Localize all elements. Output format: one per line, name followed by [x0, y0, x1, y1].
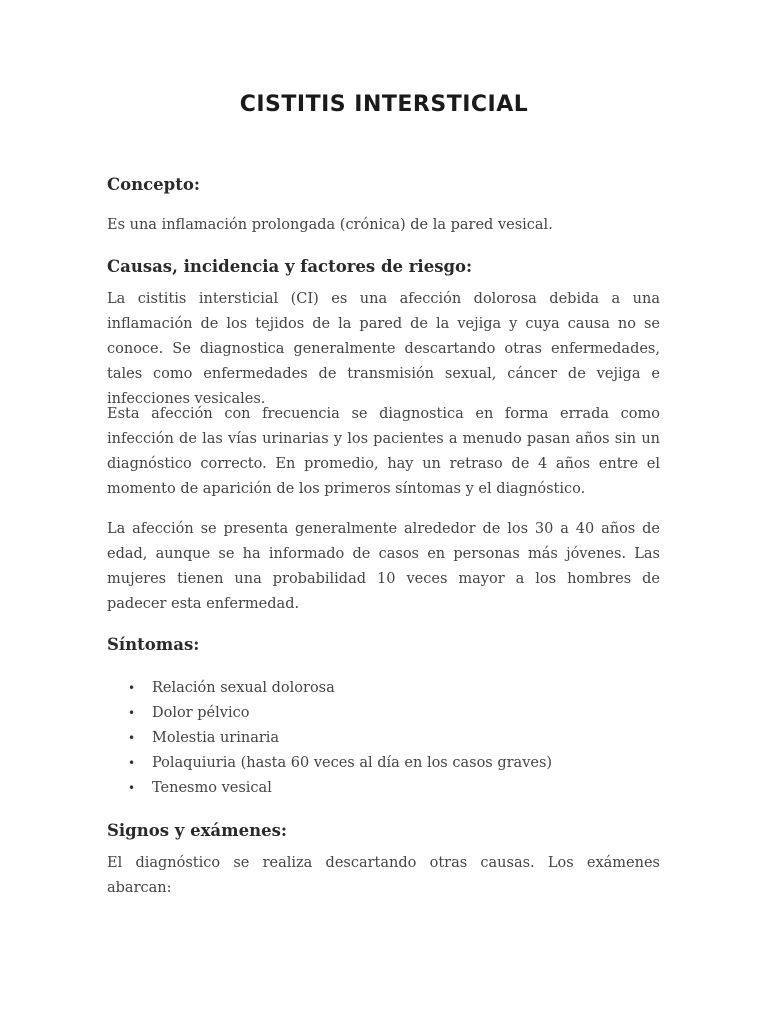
list-item: [107, 676, 660, 701]
signos-text: El diagnóstico se realiza descartando otras causas. Los exámenes abarcan:: [107, 855, 660, 896]
document-title: CISTITIS INTERSTICIAL: [239, 92, 529, 117]
heading-sintomas: Síntomas:: [107, 635, 200, 654]
list-item-text: Molestia urinaria: [152, 730, 280, 746]
list-item: [107, 701, 660, 726]
heading-concepto: Concepto:: [107, 175, 200, 194]
bullet-icon: •: [128, 781, 136, 795]
causas-paragraph-3: La afección se presenta generalmente alrededor de los 30 a 40 años de edad, aunque se ha informado de casos en personas más jóvenes. Las mujeres tienen una probabilidad 10 veces mayor a los hombres de padecer esta enfermedad.: [107, 521, 660, 612]
list-item: [107, 751, 660, 776]
bullet-icon: •: [128, 706, 136, 720]
causas-paragraph-2-block: [107, 402, 660, 502]
section-sintomas: [107, 634, 660, 656]
section-signos: [107, 820, 660, 842]
sintomas-list: [107, 676, 660, 801]
list-item: [107, 726, 660, 751]
bullet-icon: •: [128, 681, 136, 695]
concepto-text: Es una inflamación prolongada (crónica) de la pared vesical.: [107, 217, 553, 233]
heading-signos: Signos y exámenes:: [107, 821, 287, 840]
causas-paragraph-3-block: [107, 517, 660, 617]
section-concepto: [107, 174, 660, 196]
list-item-text: Tenesmo vesical: [152, 780, 272, 796]
sintomas-list-block: [107, 676, 660, 801]
section-concepto-body: [107, 213, 660, 238]
heading-causas: Causas, incidencia y factores de riesgo:: [107, 257, 473, 276]
causas-paragraph-2: Esta afección con frecuencia se diagnostica en forma errada como infección de las vías urinarias y los pacientes a menudo pasan años sin un diagnóstico correcto. En promedio, hay un retraso de 4 años entre el momento de aparición de los primeros síntomas y el diagnóstico.: [107, 406, 660, 497]
section-signos-body: [107, 851, 660, 901]
section-causas: [107, 256, 660, 278]
list-item-text: Relación sexual dolorosa: [152, 680, 335, 696]
causas-paragraph-1: La cistitis intersticial (CI) es una afección dolorosa debida a una inflamación de los tejidos de la pared de la vejiga y cuya causa no se conoce. Se diagnostica generalmente descartando otras enfermedades, tales como enfermedades de transmisión sexual, cáncer de vejiga e infecciones vesicales.: [107, 291, 660, 407]
list-item: [107, 776, 660, 801]
bullet-icon: •: [128, 756, 136, 770]
causas-paragraph-1-block: [107, 287, 660, 412]
bullet-icon: •: [128, 731, 136, 745]
list-item-text: Dolor pélvico: [152, 705, 250, 721]
list-item-text: Polaquiuria (hasta 60 veces al día en los casos graves): [152, 755, 553, 771]
